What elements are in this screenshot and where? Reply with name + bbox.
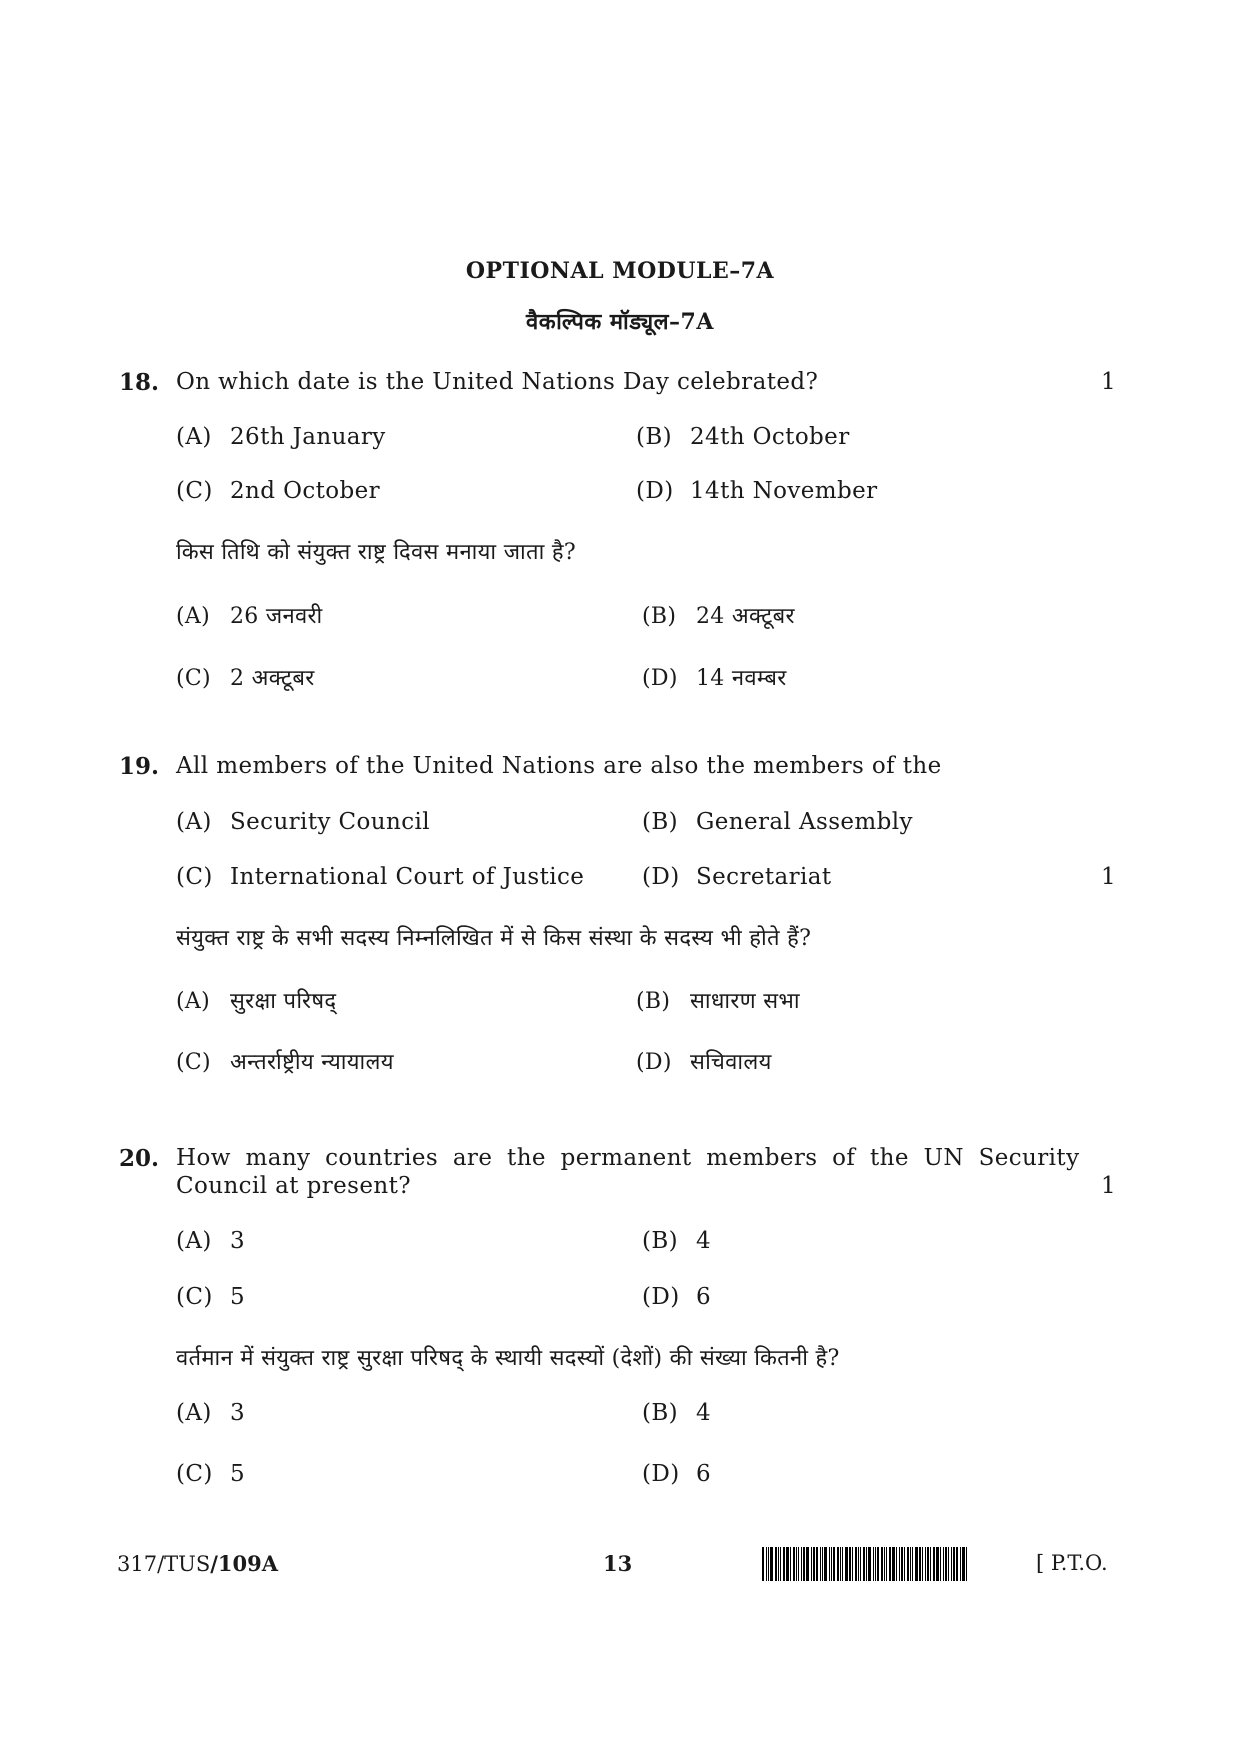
- barcode-bar: [796, 1547, 797, 1581]
- barcode-bar: [820, 1547, 821, 1581]
- barcode-bar: [866, 1547, 867, 1581]
- question-19-text-hi: संयुक्त राष्ट्र के सभी सदस्य निम्नलिखित में से किस संस्था के सदस्य भी होते हैं?: [176, 926, 812, 951]
- barcode-bar: [813, 1547, 815, 1581]
- barcode-bar: [824, 1547, 827, 1581]
- barcode-bar: [873, 1547, 874, 1581]
- barcode-bar: [915, 1547, 918, 1581]
- pto-label: [ P.T.O.: [1036, 1551, 1108, 1575]
- barcode-bar: [892, 1547, 895, 1581]
- q20-option-d-hi: (D) 6: [642, 1461, 712, 1487]
- barcode-bar: [783, 1547, 785, 1581]
- question-20-text-hi: वर्तमान में संयुक्त राष्ट्र सुरक्षा परिषद् के स्थायी सदस्यों (देशों) की संख्या कितनी है?: [176, 1346, 840, 1371]
- q18-option-a-en: (A) 26th January: [176, 424, 386, 450]
- barcode-bar: [849, 1547, 851, 1581]
- barcode-bar: [956, 1547, 958, 1581]
- barcode-bar: [945, 1547, 947, 1581]
- barcode-bar: [801, 1547, 802, 1581]
- question-19-marks: 1: [1101, 864, 1116, 890]
- barcode-bar: [829, 1547, 830, 1581]
- barcode-bar: [907, 1547, 909, 1581]
- barcode-bar: [863, 1547, 865, 1581]
- q18-option-b-en: (B) 24th October: [636, 424, 850, 450]
- barcode-bar: [840, 1547, 841, 1581]
- q20-option-c-hi: (C) 5: [176, 1461, 246, 1487]
- barcode-bar: [798, 1547, 799, 1581]
- question-20-text-en-line2: Council at present?: [176, 1173, 411, 1199]
- barcode-bar: [962, 1547, 965, 1581]
- barcode-bar: [943, 1547, 944, 1581]
- q20-option-a-hi: (A) 3: [176, 1400, 246, 1426]
- q18-option-d-en: (D) 14th November: [636, 478, 878, 504]
- barcode-bar: [936, 1547, 939, 1581]
- question-18-text-en: On which date is the United Nations Day celebrated?: [176, 369, 819, 395]
- barcode-bar: [875, 1547, 876, 1581]
- q18-option-b-hi: (B) 24 अक्टूबर: [642, 604, 795, 629]
- barcode-bar: [927, 1547, 929, 1581]
- barcode-bar: [904, 1547, 905, 1581]
- question-18-number: 18.: [119, 369, 160, 396]
- paper-code-suffix: /109A: [210, 1551, 279, 1576]
- module-title-en: OPTIONAL MODULE–7A: [465, 258, 775, 284]
- question-19-text-en: All members of the United Nations are also the members of the: [176, 753, 942, 779]
- barcode-bar: [901, 1547, 903, 1581]
- barcode-bar: [768, 1547, 769, 1581]
- q19-option-b-en: (B) General Assembly: [642, 809, 913, 835]
- barcode-bar: [896, 1547, 897, 1581]
- barcode-bar: [940, 1547, 941, 1581]
- barcode-bar: [842, 1547, 843, 1581]
- q18-option-c-en: (C) 2nd October: [176, 478, 381, 504]
- paper-code: [117, 1551, 278, 1576]
- q20-option-d-en: (D) 6: [642, 1284, 712, 1310]
- q18-option-a-hi: (A) 26 जनवरी: [176, 604, 323, 629]
- paper-code-prefix: 317/TUS: [117, 1552, 211, 1576]
- barcode-bar: [886, 1547, 887, 1581]
- barcode-bar: [833, 1547, 835, 1581]
- barcode-bar: [775, 1547, 777, 1581]
- barcode-bar: [762, 1547, 764, 1581]
- q18-option-d-hi: (D) 14 नवम्बर: [642, 666, 787, 691]
- question-18-text-hi: किस तिथि को संयुक्त राष्ट्र दिवस मनाया जाता है?: [176, 540, 576, 565]
- question-19-number: 19.: [119, 753, 160, 780]
- barcode-bar: [884, 1547, 885, 1581]
- barcode-bar: [786, 1547, 789, 1581]
- q19-option-a-hi: (A) सुरक्षा परिषद्: [176, 989, 337, 1014]
- question-20-number: 20.: [119, 1145, 160, 1172]
- barcode-bar: [790, 1547, 791, 1581]
- barcode-bar: [953, 1547, 955, 1581]
- barcode-bar: [960, 1547, 961, 1581]
- barcode-bar: [770, 1547, 773, 1581]
- q19-option-d-hi: (D) सचिवालय: [636, 1050, 772, 1075]
- barcode-bar: [912, 1547, 913, 1581]
- q18-option-c-hi: (C) 2 अक्टूबर: [176, 666, 315, 691]
- barcode-bar: [803, 1547, 805, 1581]
- q19-option-b-hi: (B) साधारण सभा: [636, 989, 800, 1014]
- barcode-bar: [855, 1547, 857, 1581]
- q20-option-a-en: (A) 3: [176, 1228, 246, 1254]
- barcode-bar: [780, 1547, 781, 1581]
- barcode-bar: [831, 1547, 832, 1581]
- barcode-bar: [919, 1547, 921, 1581]
- q20-option-c-en: (C) 5: [176, 1284, 246, 1310]
- barcode-bar: [806, 1547, 809, 1581]
- barcode-bar: [868, 1547, 871, 1581]
- barcode-bar: [910, 1547, 911, 1581]
- barcode-bar: [966, 1547, 967, 1581]
- barcode-bar: [858, 1547, 859, 1581]
- q19-option-c-en: (C) International Court of Justice: [176, 864, 585, 890]
- barcode-bar: [951, 1547, 952, 1581]
- barcode-bar: [811, 1547, 812, 1581]
- barcode-bar: [933, 1547, 935, 1581]
- q19-option-c-hi: (C) अन्तर्राष्ट्रीय न्यायालय: [176, 1050, 394, 1075]
- question-18-marks: 1: [1101, 369, 1116, 395]
- barcode-bar: [948, 1547, 949, 1581]
- barcode: [762, 1547, 1017, 1581]
- barcode-bar: [860, 1547, 861, 1581]
- barcode-bar: [899, 1547, 900, 1581]
- barcode-bar: [881, 1547, 883, 1581]
- module-title-hi: वैकल्पिक मॉड्यूल–7A: [526, 309, 714, 335]
- barcode-bar: [816, 1547, 818, 1581]
- barcode-bar: [793, 1547, 795, 1581]
- barcode-bar: [845, 1547, 848, 1581]
- question-20-marks: 1: [1101, 1173, 1116, 1199]
- barcode-bar: [778, 1547, 779, 1581]
- barcode-bar: [822, 1547, 823, 1581]
- barcode-bar: [766, 1547, 767, 1581]
- barcode-bar: [852, 1547, 853, 1581]
- question-20-text-en-line1: How many countries are the permanent members of the UN Security: [176, 1145, 1080, 1171]
- barcode-bar: [889, 1547, 891, 1581]
- barcode-bar: [877, 1547, 879, 1581]
- q19-option-d-en: (D) Secretariat: [642, 864, 832, 890]
- barcode-bar: [837, 1547, 839, 1581]
- q20-option-b-en: (B) 4: [642, 1228, 712, 1254]
- barcode-bar: [925, 1547, 926, 1581]
- q19-option-a-en: (A) Security Council: [176, 809, 431, 835]
- barcode-bar: [930, 1547, 931, 1581]
- q20-option-b-hi: (B) 4: [642, 1400, 712, 1426]
- barcode-bar: [922, 1547, 923, 1581]
- page-number: 13: [603, 1551, 633, 1576]
